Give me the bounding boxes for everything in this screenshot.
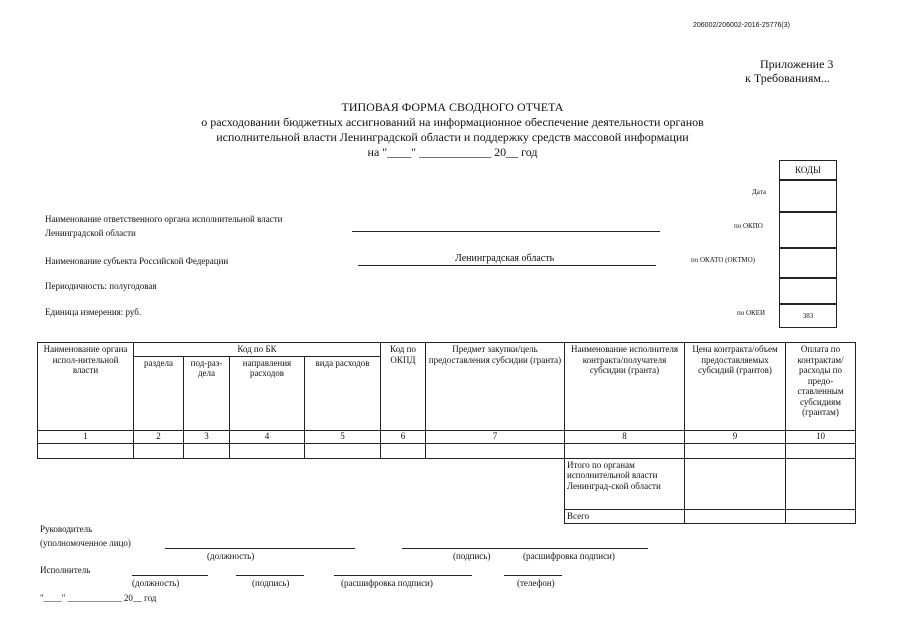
header-org: Наименование органа испол-нительной власти xyxy=(38,343,134,431)
header-section: раздела xyxy=(134,356,184,430)
form-subtitle-line1: о расходовании бюджетных ассигнований на информационное обеспечение деятельности органов xyxy=(201,115,704,129)
head-decode-caption: (расшифровка подписи) xyxy=(523,551,615,561)
periodicity: Периодичность: полугодовая xyxy=(45,281,157,291)
executor-label: Исполнитель xyxy=(40,565,91,575)
executor-position-line xyxy=(132,575,208,576)
date-code-cell xyxy=(779,180,837,212)
okpo-label: по ОКПО xyxy=(734,222,763,230)
head-signature-line xyxy=(402,548,648,549)
header-okpd: Код по ОКПД xyxy=(381,343,426,431)
header-contractor: Наименование исполнителя контракта/получателя субсидии (гранта) xyxy=(565,343,685,431)
executor-phone-caption: (телефон) xyxy=(517,578,555,588)
col-number: 1 xyxy=(38,430,134,443)
header-paid: Оплата по контрактам/ расходы по предо-ставленным субсидиям (грантам) xyxy=(786,343,856,431)
head-authorized-label: (уполномоченное лицо) xyxy=(40,538,131,548)
col-number: 3 xyxy=(184,430,230,443)
org-name-label-line1: Наименование ответственного органа исполнительной власти xyxy=(45,214,283,224)
form-title: ТИПОВАЯ ФОРМА СВОДНОГО ОТЧЕТА xyxy=(341,100,564,114)
table-row xyxy=(38,443,856,458)
head-position-line xyxy=(165,548,355,549)
head-label: Руководитель xyxy=(40,524,93,534)
okato-label: по ОКАТО (ОКТМО) xyxy=(691,256,755,264)
executor-position-caption: (должность) xyxy=(132,578,180,588)
codes-header: КОДЫ xyxy=(779,160,837,180)
col-number: 2 xyxy=(134,430,184,443)
grand-total-label: Всего xyxy=(565,509,685,523)
col-number: 6 xyxy=(381,430,426,443)
executor-signature-line xyxy=(236,575,304,576)
okato-code-cell xyxy=(779,248,837,278)
report-table xyxy=(37,342,856,524)
col-number: 9 xyxy=(685,430,786,443)
head-position-caption: (должность) xyxy=(207,551,255,561)
unit-of-measure: Единица измерения: руб. xyxy=(45,307,142,317)
header-subject: Предмет закупки/цель предоставления субсидии (гранта) xyxy=(426,343,565,431)
header-subsection: под-раз-дела xyxy=(184,356,230,430)
col-number: 4 xyxy=(230,430,305,443)
col-number: 8 xyxy=(565,430,685,443)
org-name-label-line2: Ленинградской области xyxy=(45,228,136,238)
head-signature-caption: (подпись) xyxy=(453,551,491,561)
appendix-number: Приложение 3 xyxy=(760,57,834,71)
form-subtitle-line2: исполнительной власти Ленинградской области и поддержку средств массовой информации xyxy=(216,130,689,144)
appendix-reference: к Требованиям... xyxy=(745,71,830,85)
header-direction: направления расходов xyxy=(230,356,305,430)
col-number: 10 xyxy=(786,430,856,443)
subject-value: Ленинградская область xyxy=(455,253,555,264)
total-org-label: Итого по органам исполнительной власти Ленинград-ской области xyxy=(565,458,685,509)
okei-label: по ОКЕИ xyxy=(737,309,766,317)
header-kbk: Код по БК xyxy=(134,343,381,357)
org-name-field xyxy=(352,231,660,232)
executor-phone-line xyxy=(504,575,562,576)
okpo-code-cell xyxy=(779,212,837,248)
executor-decode-caption: (расшифровка подписи) xyxy=(341,578,433,588)
form-period: на "____" ____________ 20__ год xyxy=(367,145,538,159)
okei-code-cell: 383 xyxy=(779,304,837,328)
date-label: Дата xyxy=(752,188,766,196)
subject-label: Наименование субъекта Российской Федерации xyxy=(45,256,229,266)
total-row xyxy=(38,458,856,509)
executor-decode-line xyxy=(334,575,472,576)
grand-total-row xyxy=(38,509,856,523)
header-price: Цена контракта/объем предоставляемых субсидий (грантов) xyxy=(685,343,786,431)
signature-date: "____" ____________ 20__ год xyxy=(40,593,157,603)
col-number: 5 xyxy=(305,430,381,443)
header-type: вида расходов xyxy=(305,356,381,430)
col-number: 7 xyxy=(426,430,565,443)
executor-signature-caption: (подпись) xyxy=(252,578,290,588)
subject-field-line xyxy=(358,265,656,266)
document-id: 206002/206002-2016-25776(3) xyxy=(693,22,790,29)
empty-code-cell xyxy=(779,278,837,304)
